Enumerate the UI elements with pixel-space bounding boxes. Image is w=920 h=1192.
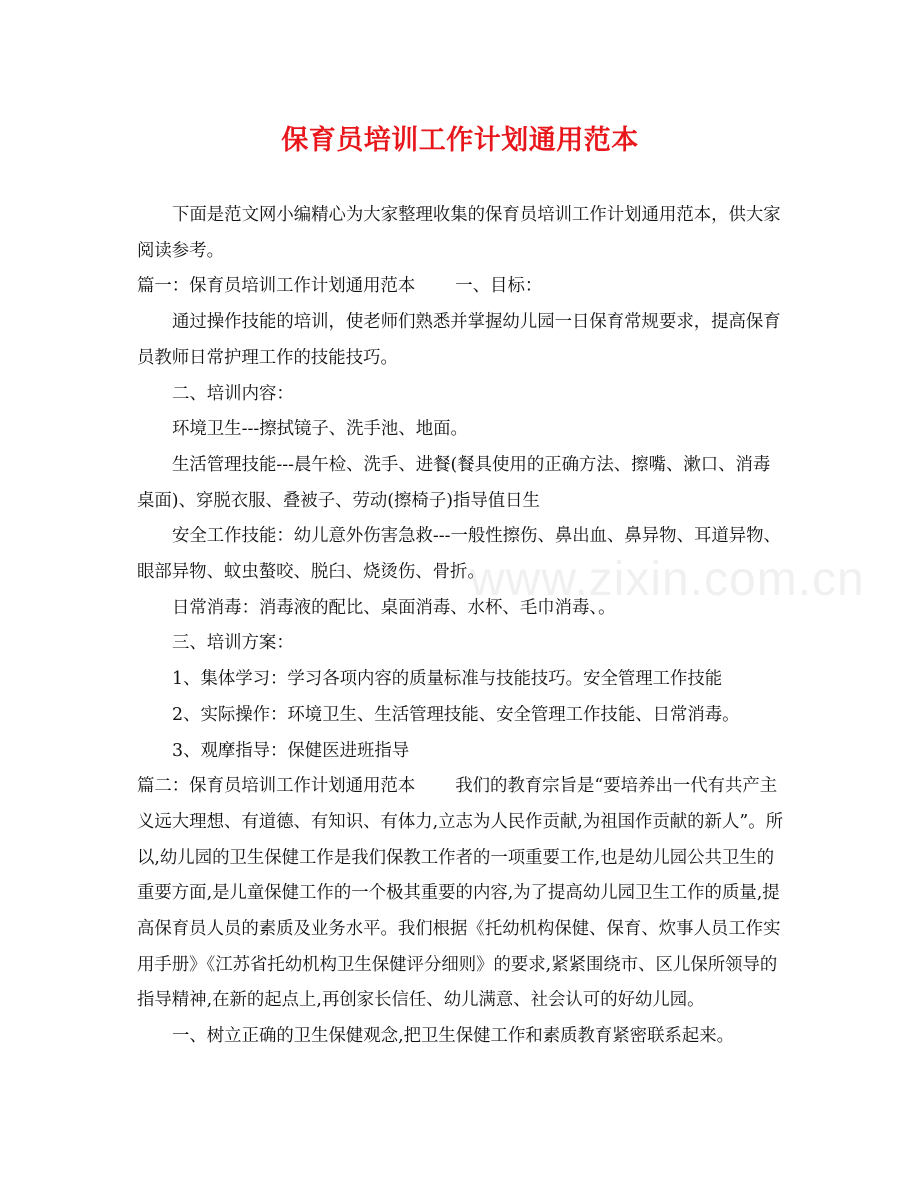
part1-goal-heading: 一、目标： [455,276,543,297]
plan-item-1: 1、集体学习：学习各项内容的质量标准与技能技巧。安全管理工作技能 [172,669,723,690]
part2-paragraph [137,769,787,1019]
document-title: 保育员培训工作计划通用范本 [281,125,639,156]
document-body [137,198,787,1055]
content-safety: 安全工作技能：幼儿意外伤害急救---一般性擦伤、鼻出血、鼻异物、耳道异物、眼部异物、蚊虫螯咬、脱臼、烧烫伤、骨折。 [137,526,781,583]
content-life-management: 生活管理技能---晨午检、洗手、进餐(餐具使用的正确方法、擦嘴、漱口、消毒桌面)、穿脱衣服、叠被子、劳动(擦椅子)指导值日生 [137,454,771,511]
content-environment: 环境卫生---擦拭镜子、洗手池、地面。 [172,419,468,440]
part2-text: 我们的教育宗旨是“要培养出一代有共产主义远大理想、有道德、有知识、有体力,立志为人民作贡献,为祖国作贡献的新人”。所以,幼儿园的卫生保健工作是我们保教工作者的一项重要工作,也是幼儿园公共卫生的重要方面,是儿童保健工作的一个极其重要的内容,为了提高幼儿园卫生工作的质量,提高保育员人员的素质及业务水平。我们根据《托幼机构保健、保育、炊事人员工作实用手册》《江苏省托幼机构卫生保健评分细则》的要求,紧紧围绕市、区儿保所领导的指导精神,在新的起点上,再创家长信任、幼儿满意、社会认可的好幼儿园。 [137,776,784,1011]
plan-item-3: 3、观摩指导：保健医进班指导 [172,740,410,761]
content-heading: 二、培训内容： [172,383,294,404]
part1-heading: 篇一：保育员培训工作计划通用范本 [137,276,416,297]
part1-heading-line [137,269,787,305]
intro-paragraph: 下面是范文网小编精心为大家整理收集的保育员培训工作计划通用范本，供大家阅读参考。 [137,205,781,261]
plan-item-2: 2、实际操作：环境卫生、生活管理技能、安全管理工作技能、日常消毒。 [172,704,740,725]
content-disinfection: 日常消毒：消毒液的配比、桌面消毒、水杯、毛巾消毒、。 [172,597,616,618]
part2-heading: 篇二：保育员培训工作计划通用范本 [137,776,416,797]
part2-point-1: 一、树立正确的卫生保健观念,把卫生保健工作和素质教育紧密联系起来。 [172,1026,735,1047]
goal-paragraph: 通过操作技能的培训，使老师们熟悉并掌握幼儿园一日保育常规要求，提高保育员教师日常护理工作的技能技巧。 [137,312,781,368]
watermark: www.zixin.com.cn [470,553,865,606]
plan-heading: 三、培训方案： [172,633,294,654]
